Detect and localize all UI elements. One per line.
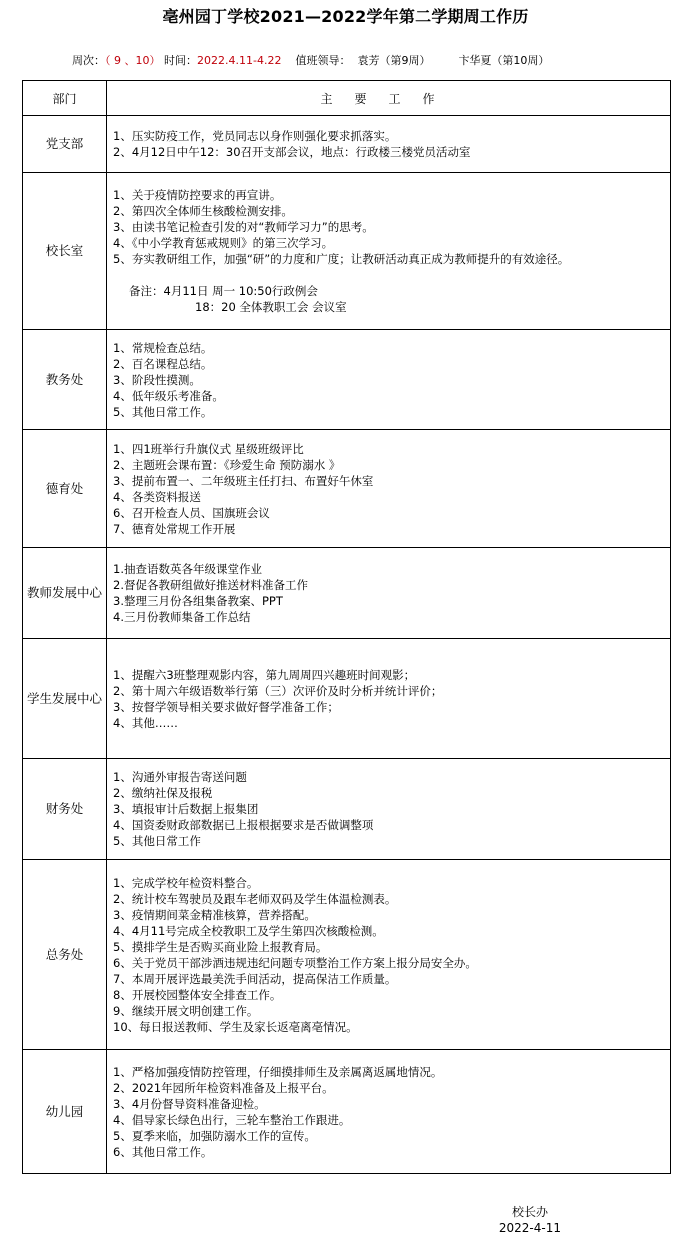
- task-item: 3.整理三月份各组集备教案、PPT: [113, 594, 283, 608]
- dept-cell: 教师发展中心: [23, 548, 107, 639]
- dept-cell: 幼儿园: [23, 1050, 107, 1174]
- task-item: 2、主题班会课布置：《珍爱生命 预防溺水 》: [113, 457, 341, 472]
- table-header-row: [23, 81, 671, 116]
- week-value: （ 9 、10）: [105, 54, 161, 67]
- task-item: 3、疫情期间菜金精准核算，营养搭配。: [113, 907, 316, 922]
- table-row: [23, 639, 671, 759]
- task-item: 7、德育处常规工作开展: [113, 521, 236, 536]
- note-block: [113, 283, 670, 315]
- task-item: 5、夯实教研组工作，加强“研”的力度和广度；让教研活动真正成为教师提升的有效途径。: [113, 252, 570, 266]
- header-dept: 部门: [23, 81, 107, 116]
- task-item: 4、4月11号完成全校教职工及学生第四次核酸检测。: [113, 923, 384, 938]
- task-item: 6、召开检查人员、国旗班会议: [113, 505, 270, 520]
- task-item: 3、由读书笔记检查引发的对“教师学习力”的思考。: [113, 220, 374, 234]
- task-item: 1.抽查语数英各年级课堂作业: [113, 562, 262, 576]
- task-item: 2、第十周六年级语数举行第（三）次评价及时分析并统计评价；: [113, 683, 443, 698]
- table-row: [23, 173, 671, 330]
- footer-signer: 校长办: [511, 1205, 548, 1219]
- note-line: 18：20 全体教职工会 会议室: [195, 300, 347, 314]
- task-item: 1、四1班举行升旗仪式 星级班级评比: [113, 441, 304, 456]
- table-row: [23, 548, 671, 639]
- table-row: [23, 860, 671, 1050]
- tasks-cell: [107, 639, 671, 759]
- page-title: 亳州园丁学校2021—2022学年第二学期周工作历: [162, 7, 529, 26]
- task-item: 1、关于疫情防控要求的再宣讲。: [113, 188, 282, 202]
- task-item: 4、国资委财政部数据已上报根据要求是否做调整项: [113, 818, 374, 832]
- tasks-cell: [107, 1050, 671, 1174]
- dept-cell: 教务处: [23, 330, 107, 430]
- task-item: 5、其他日常工作。: [113, 404, 213, 419]
- task-item: 4、各类资料报送: [113, 489, 201, 504]
- leader-label: 值班领导：: [295, 54, 351, 67]
- tasks-cell: [107, 548, 671, 639]
- footer-date: 2022-4-11: [498, 1221, 561, 1235]
- dept-cell: 总务处: [23, 860, 107, 1050]
- task-item: 1、严格加强疫情防控管理，仔细摸排师生及亲属离返属地情况。: [113, 1064, 443, 1079]
- task-item: 2、百名课程总结。: [113, 356, 213, 371]
- tasks-cell: [107, 759, 671, 860]
- task-item: 5、夏季来临，加强防溺水工作的宣传。: [113, 1128, 316, 1143]
- task-item: 2.督促各教研组做好推送材料准备工作: [113, 578, 308, 592]
- tasks-cell: [107, 860, 671, 1050]
- task-item: 10、每日报送教师、学生及家长返亳离亳情况。: [113, 1019, 358, 1034]
- tasks-cell: [107, 116, 671, 173]
- week-label: 周次：: [72, 54, 105, 67]
- task-item: 5、摸排学生是否购买商业险上报教育局。: [113, 939, 328, 954]
- dept-cell: 学生发展中心: [23, 639, 107, 759]
- dept-cell: 德育处: [23, 430, 107, 548]
- task-item: 2、第四次全体师生核酸检测安排。: [113, 204, 293, 218]
- table-row: [23, 430, 671, 548]
- task-item: 6、其他日常工作。: [113, 1144, 213, 1159]
- table-body: [23, 116, 671, 1174]
- task-item: 4.三月份教师集备工作总结: [113, 610, 251, 624]
- task-item: 2、缴纳社保及报税: [113, 786, 213, 800]
- dept-cell: 财务处: [23, 759, 107, 860]
- time-value: 2022.4.11-4.22: [197, 54, 282, 67]
- task-item: 4、低年级乐考准备。: [113, 388, 224, 403]
- task-item: 8、开展校园整体安全排查工作。: [113, 987, 282, 1002]
- task-item: 9、继续开展文明创建工作。: [113, 1003, 259, 1018]
- table-row: [23, 330, 671, 430]
- task-item: 2、4月12日中午12：30召开支部会议，地点：行政楼三楼党员活动室: [113, 145, 471, 159]
- task-item: 3、阶段性摸测。: [113, 372, 201, 387]
- leader-week10: 卞华夏（第10周）: [458, 54, 550, 67]
- task-item: 7、本周开展评选最美洗手间活动，提高保洁工作质量。: [113, 971, 397, 986]
- leader-week9: 袁芳（第9周）: [357, 54, 431, 67]
- header-work-text: 主要工作: [320, 91, 457, 106]
- task-item: 3、4月份督导资料准备迎检。: [113, 1096, 266, 1111]
- task-item: 1、完成学校年检资料整合。: [113, 875, 259, 890]
- task-item: 3、填报审计后数据上报集团: [113, 802, 259, 816]
- table-row: [23, 759, 671, 860]
- tasks-cell: [107, 330, 671, 430]
- table-row: [23, 116, 671, 173]
- task-item: 3、提前布置一、二年级班主任打扫、布置好午休室: [113, 473, 374, 488]
- task-item: 3、按督学领导相关要求做好督学准备工作；: [113, 699, 339, 714]
- task-item: 4、其他……: [113, 715, 178, 730]
- task-item: 1、压实防疫工作，党员同志以身作则强化要求抓落实。: [113, 129, 397, 143]
- task-item: 4、《中小学教育惩戒规则》的第三次学习。: [113, 236, 334, 250]
- note-line: 备注：4月11日 周一 10:50行政例会: [129, 284, 318, 298]
- task-item: 1、提醒六3班整理观影内容，第九周周四兴趣班时间观影；: [113, 667, 416, 682]
- task-item: 6、关于党员干部涉酒违规违纪问题专项整治工作方案上报分局安全办。: [113, 955, 477, 970]
- work-calendar-table: [22, 80, 671, 1174]
- task-item: 1、常规检查总结。: [113, 340, 213, 355]
- tasks-cell: [107, 173, 671, 330]
- task-item: 2、统计校车驾驶员及跟车老师双码及学生体温检测表。: [113, 891, 397, 906]
- tasks-cell: [107, 430, 671, 548]
- task-item: 1、沟通外审报告寄送问题: [113, 770, 247, 784]
- task-item: 2、2021年园所年检资料准备及上报平台。: [113, 1080, 334, 1095]
- footer-signature: [499, 1204, 561, 1236]
- task-item: 5、其他日常工作: [113, 834, 201, 848]
- table-row: [23, 1050, 671, 1174]
- task-item: 4、倡导家长绿色出行，三轮车整治工作跟进。: [113, 1112, 351, 1127]
- time-label: 时间：: [164, 54, 197, 67]
- header-work: [107, 81, 671, 116]
- schedule-meta: [72, 54, 549, 68]
- dept-cell: 党支部: [23, 116, 107, 173]
- dept-cell: 校长室: [23, 173, 107, 330]
